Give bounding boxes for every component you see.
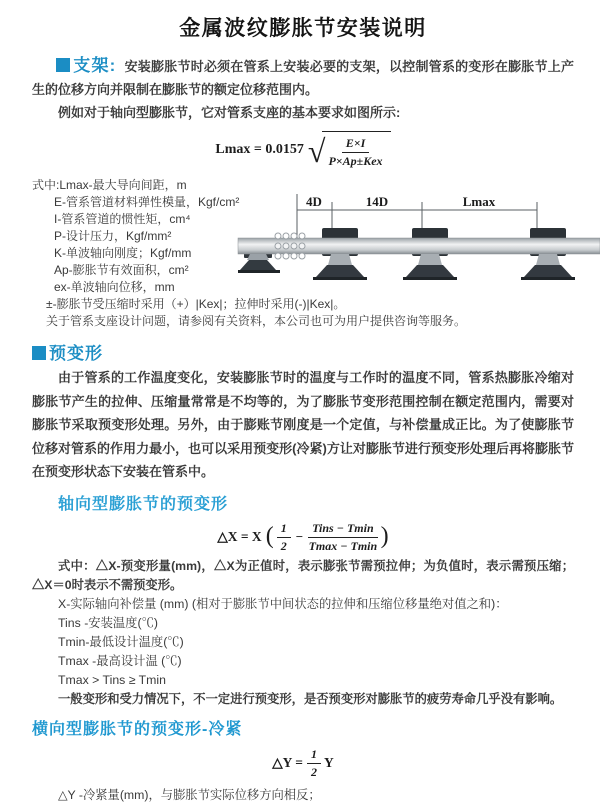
fraction-numerator: 1 xyxy=(307,747,321,764)
one-half-fraction xyxy=(307,747,321,780)
minus-sign: − xyxy=(295,529,304,544)
formula-dx-lhs: △X = X xyxy=(217,529,262,544)
definition-line: K-单波轴向刚度；Kgf/mm xyxy=(54,246,192,260)
dim-label-lmax: Lmax xyxy=(462,194,496,209)
predeform-paragraph: 由于管系的工作温度变化，安装膨胀节时的温度与工作时的温度不同，管系热膨胀冷缩对膨胀节产生的拉伸、压缩量常常是不均等的，为了膨胀节变形范围控制在额定范围内，需要对膨胀节采取预变形处理。另外，由于膨账节刚度是一个定值，与补偿量成正比。为了使膨胀节位移对管系的作用力最小，也可以采用预变形(冷紧)方让对膨胀节进行预变形处理后再将膨胀节在预变形状态下安装在管系中。 xyxy=(32,370,574,479)
fraction-numerator: Tins − Tmin xyxy=(308,521,378,538)
axial-explanation-line: Tins -安装温度(℃) xyxy=(58,615,158,630)
fraction-numerator: 1 xyxy=(277,521,291,538)
fraction-denominator: 2 xyxy=(280,538,287,553)
definition-line: E-管系管道材料弹性模量，Kgf/cm² xyxy=(54,195,240,209)
lateral-explanation-line: △Y -冷紧量(mm)，与膨胀节实际位移方向相反； xyxy=(58,787,321,802)
definition-line: 式中:Lmax-最大导向间距，m xyxy=(32,178,187,192)
dim-label-14d: 14D xyxy=(365,194,389,209)
definition-line: P-设计压力，Kgf/mm² xyxy=(54,229,172,243)
axial-explanation-line: 一般变形和受力情况下，不一定进行预变形，是否预变形对膨胀节的疲劳寿命几乎没有影响。 xyxy=(58,691,563,706)
sqrt-body xyxy=(322,131,390,169)
one-half-fraction xyxy=(277,521,291,554)
support-note-line: 关于管系支座设计问题，请参阅有关资料，本公司也可为用户提供咨询等服务。 xyxy=(46,314,467,328)
fraction-numerator: E×I xyxy=(342,136,370,153)
definition-line: ±-膨胀节受压缩时采用（+）|Kex|；拉伸时采用(-)|Kex|。 xyxy=(46,297,346,311)
axial-explanation-line: Tmin-最低设计温度(℃) xyxy=(58,634,184,649)
support-section-paragraph xyxy=(32,54,574,101)
axial-explanation-line: Tmax -最高设计温 (℃) xyxy=(58,653,182,668)
support-section-heading: 支架: xyxy=(73,56,117,75)
predeform-section-heading: 预变形 xyxy=(49,344,103,363)
lateral-subsection-title: 横向型膨胀节的预变形-冷紧 xyxy=(32,720,243,738)
support-intro-text: 安装膨胀节时必须在管系上安装必要的支架，以控制管系的变形在膨胀节上产生的位移方向并限制在膨胀节的额定位移范围内。 xyxy=(32,59,574,97)
predeform-section-heading-row xyxy=(32,339,574,364)
axial-subsection-title: 轴向型膨胀节的预变形 xyxy=(58,495,229,513)
formula-dy-lhs: △Y = xyxy=(272,755,303,770)
axial-explanation-line: Tmax > Tins ≥ Tmin xyxy=(58,672,166,687)
open-paren: ( xyxy=(265,523,274,549)
definition-line: I-管系管道的惯性矩，cm⁴ xyxy=(54,212,191,226)
fraction-denominator: Tmax − Tmin xyxy=(308,538,378,553)
axial-explanation-line: X-实际轴向补偿量 (mm) (相对于膨胀节中间状态的拉伸和压缩位移量绝对值之和)： xyxy=(58,596,508,611)
pipe-support-diagram xyxy=(238,190,600,290)
page-title: 金属波纹膨胀节安装说明 xyxy=(179,17,427,40)
support-example-line: 例如对于轴向型膨胀节，它对管系支座的基本要求如图所示: xyxy=(58,105,401,120)
definition-line: ex-单波轴向位移，mm xyxy=(54,280,175,294)
formula-lmax-fraction xyxy=(328,136,382,169)
blue-square-icon xyxy=(32,346,46,360)
fraction-denominator: 2 xyxy=(310,764,317,779)
blue-square-icon xyxy=(56,58,70,72)
guide-supports xyxy=(313,254,575,280)
formula-delta-y xyxy=(32,747,574,780)
fraction-denominator: P×Ap±Kex xyxy=(328,154,383,168)
definition-line: Ap-膨胀节有效面积，cm² xyxy=(54,263,189,277)
sqrt-radical-sign: √ xyxy=(307,133,326,170)
formula-dy-rhs: Y xyxy=(323,755,334,770)
formula-lmax xyxy=(32,131,574,169)
temperature-fraction xyxy=(308,521,378,554)
close-paren: ) xyxy=(380,523,389,549)
formula-delta-x xyxy=(32,521,574,554)
axial-explanation-line: 式中：△X-预变形量(mm)，△X为正值时，表示膨张节需预拉伸；为负值时，表示需预压缩；△X＝0时表示不需预变形。 xyxy=(32,558,574,592)
formula-lmax-lhs: Lmax = 0.0157 xyxy=(215,142,304,157)
dim-label-4d: 4D xyxy=(306,194,322,209)
